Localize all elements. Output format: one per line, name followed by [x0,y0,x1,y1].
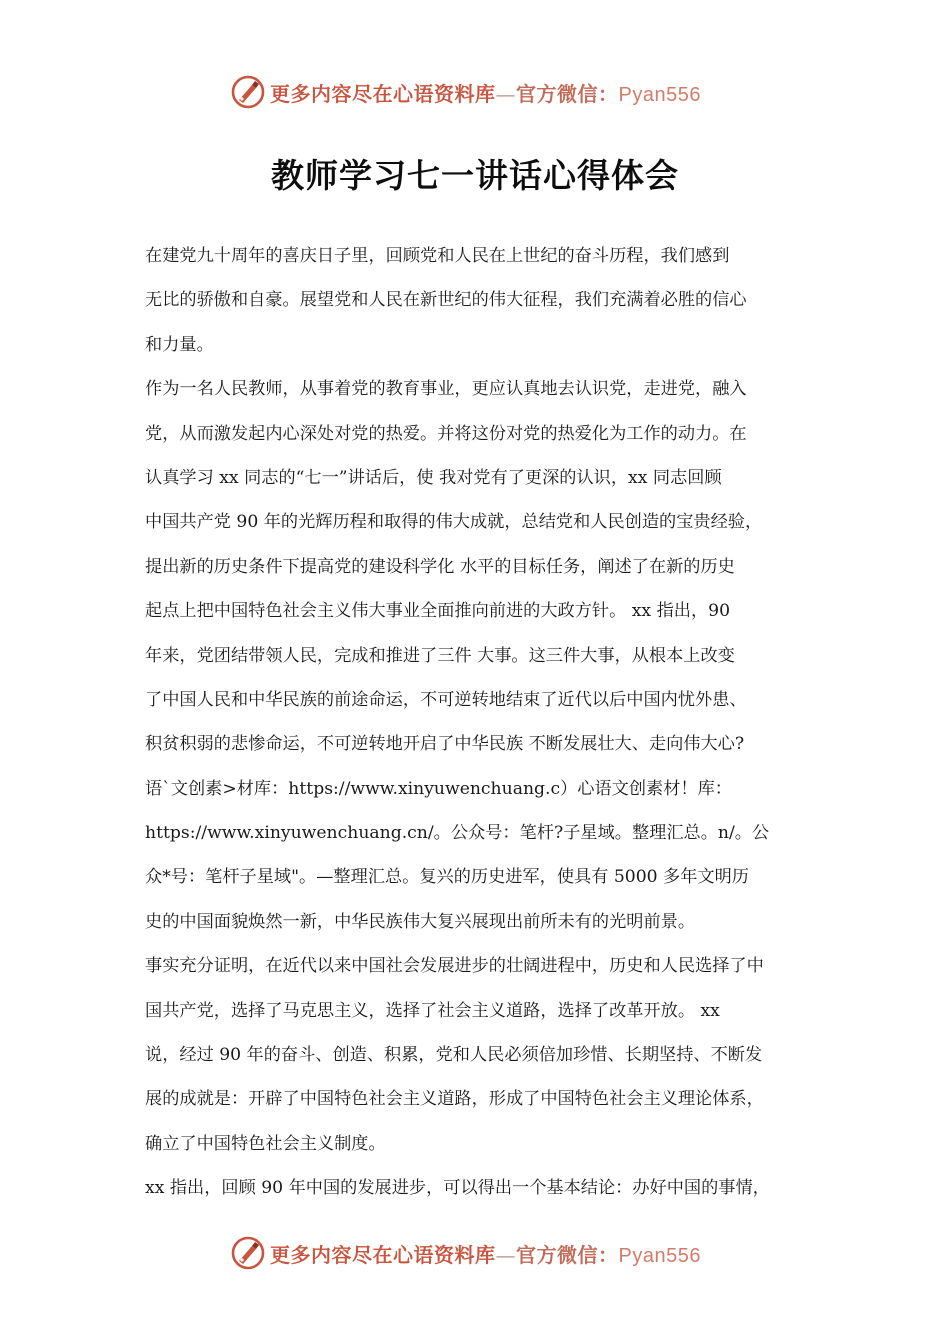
text-line: 展的成就是：开辟了中国特色社会主义道路，形成了中国特色社会主义理论体系， [145,1089,764,1110]
text-line: 起点上把中国特色社会主义伟大事业全面推向前进的大政方针。 xx 指出，90 [145,601,730,622]
text-line: 积贫积弱的悲惨命运，不可逆转地开启了中华民族 不断发展壮大、走向伟大心? [145,734,745,755]
text-line: https://www.xinyuwenchuang.cn/。公众号：笔杆?子星域。整理汇总。n/。公 [145,823,770,844]
footer-banner [230,1233,750,1273]
text-line: 党，从而激发起内心深处对党的热爱。并将这份对党的热爱化为工作的动力。在 [145,423,747,444]
paragraph-3 [145,944,825,1166]
header-banner-dash: — [495,81,516,106]
header-banner-wechat-id: Pyan556 [618,83,701,106]
header-banner-wechat-label: 官方微信： [516,81,619,106]
pen-logo-icon [230,1235,266,1271]
document-title: 教师学习七一讲话心得体会 [271,156,679,196]
text-line: 说，经过 90 年的奋斗、创造、积累，党和人民必须倍加珍惜、长期坚持、不断发 [145,1045,763,1066]
text-line: 在建党九十周年的喜庆日子里，回顾党和人民在上世纪的奋斗历程，我们感到 [145,246,730,266]
text-line: 中国共产党 90 年的光辉历程和取得的伟大成就，总结党和人民创造的宝贵经验， [145,512,763,533]
text-line: 众*号：笔杆子星域"。—整理汇总。复兴的历史进军，使具有 5000 多年文明历 [145,867,749,888]
text-line: xx 指出，回顾 90 年中国的发展进步，可以得出一个基本结论：办好中国的事情， [145,1178,770,1199]
text-line: 认真学习 xx 同志的“七一”讲话后，使 我对党有了更深的认识，xx 同志回顾 [145,467,722,488]
pen-logo-icon [230,74,266,110]
text-line: 确立了中国特色社会主义制度。 [145,1133,386,1154]
footer-banner-slogan: 更多内容尽在心语资料库 [270,1242,496,1267]
text-line: 国共产党，选择了马克思主义，选择了社会主义道路，选择了改革开放。 xx [145,1000,720,1021]
text-line: 史的中国面貌焕然一新，中华民族伟大复兴展现出前所未有的光明前景。 [145,911,696,932]
header-banner-slogan: 更多内容尽在心语资料库 [270,81,496,106]
paragraph-4 [145,1166,825,1210]
header-banner-text [270,78,701,107]
document-body [145,234,825,1211]
text-line: 无比的骄傲和自豪。展望党和人民在新世纪的伟大征程，我们充满着必胜的信心 [145,290,747,311]
text-line: 提出新的历史条件下提高党的建设科学化 水平的目标任务，阐述了在新的历史 [145,556,735,577]
text-line: 事实充分证明，在近代以来中国社会发展进步的壮阔进程中，历史和人民选择了中 [145,956,764,977]
footer-banner-wechat-label: 官方微信： [516,1242,619,1267]
text-line: 和力量。 [145,334,214,355]
footer-banner-wechat-id: Pyan556 [618,1244,701,1267]
text-line: 作为一名人民教师，从事着党的教育事业，更应认真地去认识党，走进党，融入 [145,379,747,400]
text-line: 了中国人民和中华民族的前途命运，不可逆转地结束了近代以后中国内忧外患、 [145,689,747,710]
paragraph-1 [145,234,825,367]
header-banner [230,72,750,112]
text-line: 年来，党团结带领人民，完成和推进了三件 大事。这三件大事，从根本上改变 [145,645,735,666]
text-line: 语`文创素>材库：https://www.xinyuwenchuang.c）心语文创素材！库： [145,778,732,799]
footer-banner-text [270,1239,701,1268]
paragraph-2 [145,367,825,944]
footer-banner-dash: — [495,1242,516,1267]
